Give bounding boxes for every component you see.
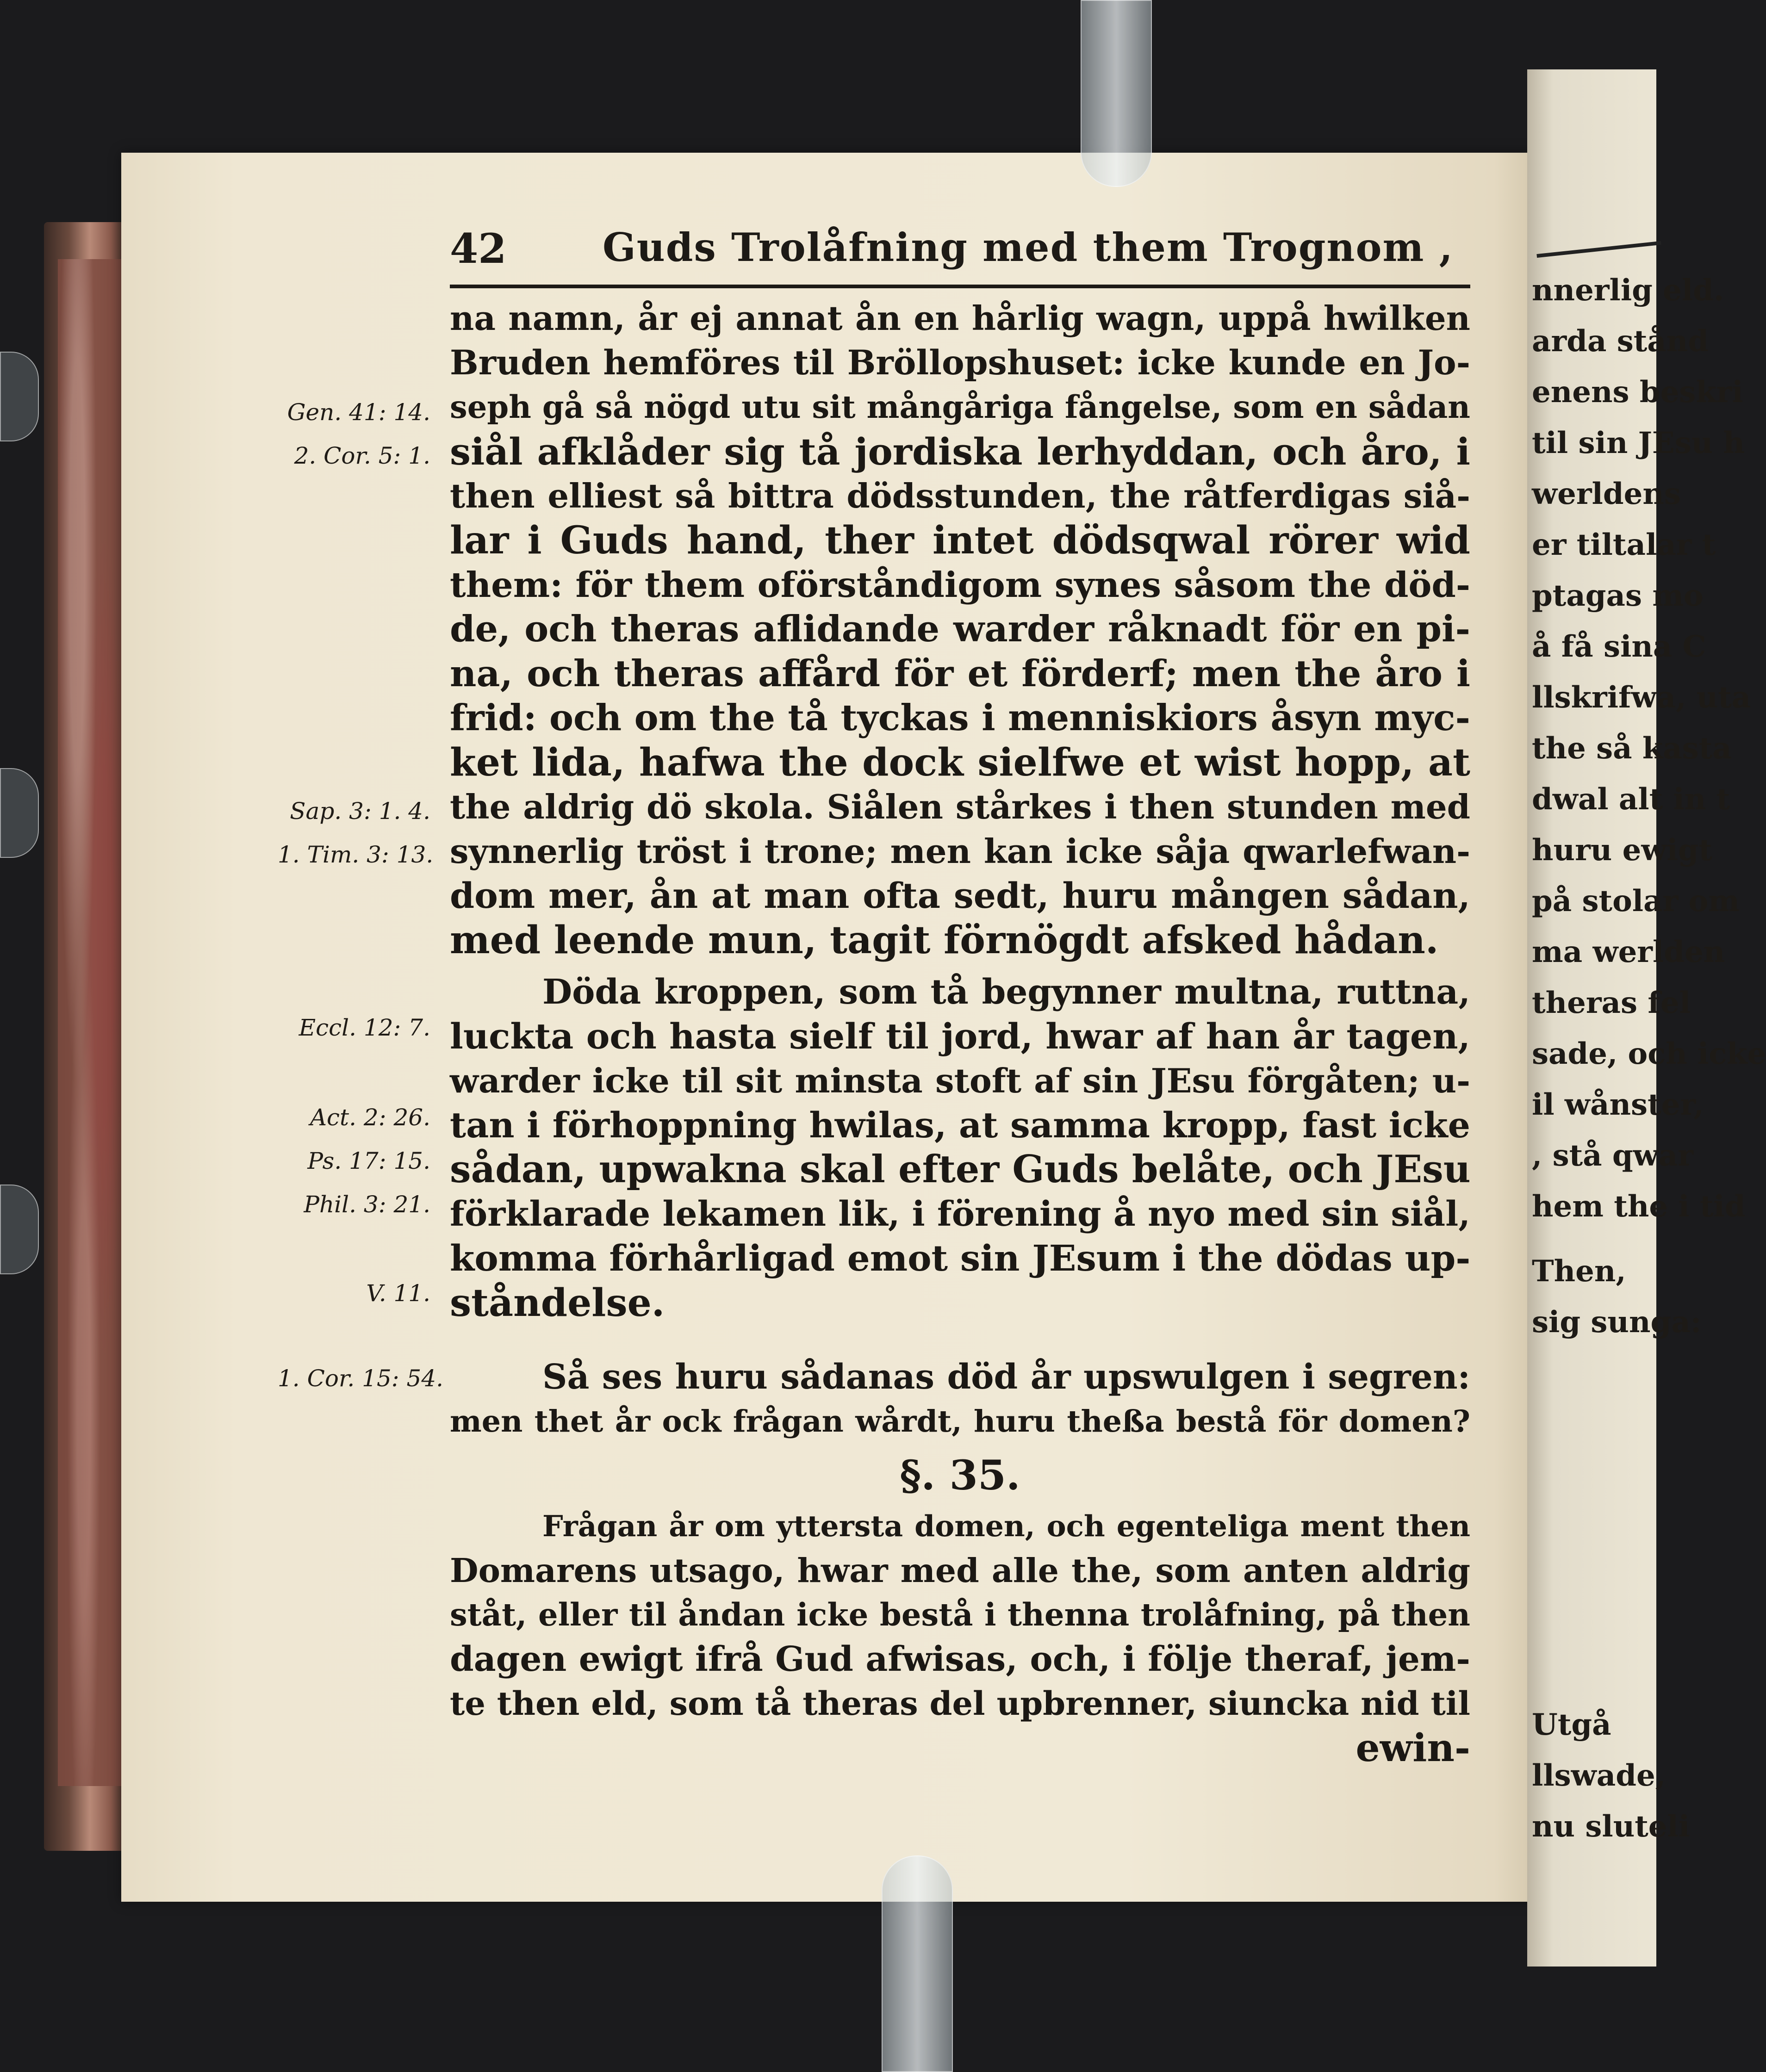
facing-fragment: dwal alt in t <box>1532 782 1730 817</box>
marginal-reference: Gen. 41: 14. <box>287 399 430 426</box>
text-line: frid: och om the tå tyckas i menniskiors åsyn myc- <box>450 697 1470 739</box>
text-line: Så ses huru sådanas död år upswulgen i segren: <box>542 1357 1470 1397</box>
text-line: förklarade lekamen lik, i förening å nyo med sin siål, <box>450 1194 1470 1234</box>
facing-fragment: werldens <box>1532 477 1681 511</box>
facing-fragment: til sin JEsu h <box>1532 426 1745 460</box>
text-line: dagen ewigt ifrå Gud afwisas, och, i följe theraf, jem- <box>450 1639 1470 1679</box>
facing-fragment: il wånster, <box>1532 1087 1704 1122</box>
text-line: med leende mun, tagit förnögdt afsked hådan. <box>450 918 1439 962</box>
facing-fragment: Utgå <box>1532 1707 1611 1742</box>
page-header <box>450 224 1470 275</box>
facing-page-rule <box>1536 241 1661 258</box>
facing-fragment: hem the i tid <box>1532 1189 1746 1224</box>
text-line: Bruden hemföres til Bröllopshuset: icke kunde en Jo- <box>450 343 1470 383</box>
text-line: na, och theras affård för et förderf; men the åro i <box>450 652 1470 695</box>
text-line: na namn, år ej annat ån en hårlig wagn, uppå hwilken <box>450 298 1470 338</box>
text-line: Frågan år om yttersta domen, och egenteliga ment then <box>542 1509 1470 1543</box>
marginal-reference: Act. 2: 26. <box>310 1104 430 1131</box>
facing-fragment: Then, <box>1532 1254 1626 1289</box>
marginal-reference: Sap. 3: 1. 4. <box>290 798 430 825</box>
text-line: them: för them oförståndigom synes såsom the död- <box>450 565 1470 605</box>
facing-fragment: sade, och icke <box>1532 1036 1766 1071</box>
facing-fragment: the så kasta <box>1532 731 1732 766</box>
marginal-reference: V. 11. <box>366 1280 430 1307</box>
text-line: te then eld, som tå theras del upbrenner, siuncka nid til <box>450 1684 1470 1723</box>
text-line: sådan, upwakna skal efter Guds belåte, och JEsu <box>450 1148 1471 1191</box>
page-holder-clip-top <box>1081 0 1152 187</box>
facing-page <box>1527 69 1766 1967</box>
header-rule <box>450 285 1470 288</box>
facing-fragment: huru ewigt <box>1532 833 1713 868</box>
facing-fragment: enens beskri <box>1532 375 1743 409</box>
page-holder-clip-left <box>0 352 39 441</box>
catchword: ewin- <box>1356 1726 1470 1770</box>
text-line: dom mer, ån at man ofta sedt, huru mången sådan, <box>450 875 1470 916</box>
marginal-reference: 1. Cor. 15: 54. <box>278 1365 444 1392</box>
marginal-reference: Phil. 3: 21. <box>304 1191 430 1218</box>
text-line: siål afklåder sig tå jordiska lerhyddan, och åro, i <box>450 430 1470 473</box>
text-line: the aldrig dö skola. Siålen stårkes i then stunden med <box>450 787 1470 826</box>
page-holder-clip-left <box>0 1185 39 1274</box>
running-title: Guds Trolåfning med them Trognom , <box>603 224 1454 270</box>
page-holder-clip-left <box>0 768 39 858</box>
text-line: ståndelse. <box>450 1281 665 1325</box>
text-line: luckta och hasta sielf til jord, hwar af han år tagen, <box>450 1016 1470 1057</box>
section-heading: §. 35. <box>900 1451 1020 1499</box>
facing-fragment: sig sunga: <box>1532 1305 1702 1340</box>
text-line: Domarens utsago, hwar med alle the, som anten aldrig <box>450 1551 1470 1590</box>
facing-fragment: llswade, <box>1532 1758 1666 1793</box>
marginal-reference: 1. Tim. 3: 13. <box>278 841 434 868</box>
facing-fragment: på stolar om <box>1532 884 1740 918</box>
text-line: men thet år ock frågan wårdt, huru theßa bestå för domen? <box>450 1404 1470 1439</box>
text-line: komma förhårligad emot sin JEsum i the dödas up- <box>450 1238 1471 1279</box>
text-line: lar i Guds hand, ther intet dödsqwal rörer wid <box>450 518 1470 563</box>
facing-fragment: theras fel <box>1532 986 1691 1020</box>
text-line: then elliest så bittra dödsstunden, the råtferdigas siå- <box>450 476 1470 515</box>
text-line: tan i förhoppning hwilas, at samma kropp, fast icke <box>450 1104 1470 1146</box>
text-line: ståt, eller til åndan icke bestå i thenna trolåfning, på then <box>450 1596 1470 1633</box>
marginal-reference: Eccl. 12: 7. <box>298 1014 430 1041</box>
facing-fragment: nnerlig eld. <box>1532 273 1724 308</box>
marginal-reference: 2. Cor. 5: 1. <box>294 442 430 469</box>
marginal-reference: Ps. 17: 15. <box>307 1148 430 1174</box>
facing-fragment: , stå qwar <box>1532 1138 1693 1173</box>
text-line: de, och theras aflidande warder råknadt för en pi- <box>450 608 1470 650</box>
facing-fragment: er tiltalar t <box>1532 527 1716 562</box>
facing-fragment: å få sina C <box>1532 629 1706 664</box>
text-line: synnerlig tröst i trone; men kan icke såja qwarlefwan- <box>450 831 1470 871</box>
facing-fragment: ma werlden <box>1532 935 1725 969</box>
facing-fragment: arda stånd <box>1532 324 1709 359</box>
marbled-endpaper <box>58 259 123 1786</box>
page-holder-clip-bottom <box>882 1855 953 2072</box>
text-line: warder icke til sit minsta stoft af sin JEsu förgåten; u- <box>450 1061 1470 1100</box>
text-line: ket lida, hafwa the dock sielfwe et wist hopp, at <box>450 740 1470 785</box>
text-line: Döda kroppen, som tå begynner multna, ruttna, <box>542 972 1470 1012</box>
text-line: seph gå så nögd utu sit mångåriga fångelse, som en sådan <box>450 389 1470 425</box>
facing-fragment: ptagas mo <box>1532 578 1704 613</box>
page-number: 42 <box>450 224 507 273</box>
facing-fragment: llskrifwa, uta <box>1532 680 1751 715</box>
facing-fragment: nu sluteli <box>1532 1809 1690 1844</box>
